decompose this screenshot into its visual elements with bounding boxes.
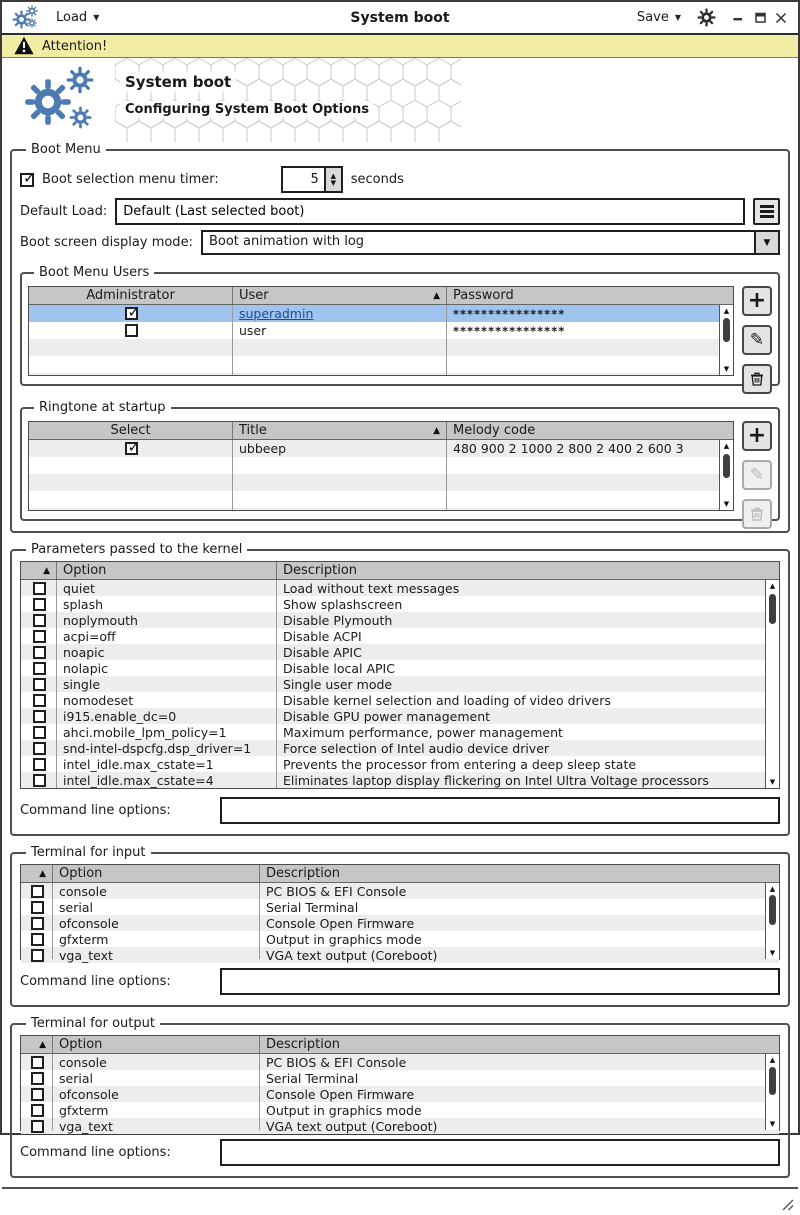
boot-timer-label: Boot selection menu timer: [42,172,219,187]
scroll-up-icon[interactable]: ▲ [769,1056,776,1064]
terminal-input-scrollbar[interactable] [765,883,779,959]
terminal-input-cmdline-label: Command line options: [20,974,171,989]
scrollbar-thumb[interactable] [723,318,730,342]
param-description: Disable kernel selection and loading of video drivers [283,692,611,708]
kernel-table-scrollbar[interactable] [765,580,779,788]
empty-rows [29,339,733,375]
user-name-link[interactable]: superadmin [239,306,314,321]
column-header-melody[interactable]: Melody code [453,423,536,438]
terminal-option: console [59,883,107,899]
terminal-checkbox[interactable] [31,1104,44,1117]
sort-asc-icon: ▲ [39,868,46,879]
save-menu[interactable] [637,10,681,25]
delete-ringtone-button-disabled [742,499,772,529]
terminal-checkbox[interactable] [31,1072,44,1085]
page-title: System boot [120,72,236,92]
param-checkbox[interactable] [33,774,46,787]
sort-asc-icon: ▲ [433,290,440,301]
terminal-option-row[interactable] [21,1086,779,1102]
terminal-option: console [59,1054,107,1070]
scroll-up-icon[interactable]: ▲ [769,885,776,893]
kernel-param-row[interactable] [21,692,779,708]
param-checkbox[interactable] [33,678,46,691]
kernel-cmdline-input[interactable] [220,797,780,824]
scroll-up-icon[interactable]: ▲ [769,582,776,590]
param-checkbox[interactable] [33,646,46,659]
terminal-description: VGA text output (Coreboot) [266,947,438,963]
column-header-sort[interactable] [21,865,53,882]
column-header-sort[interactable] [21,1036,53,1053]
terminal-description: Serial Terminal [266,1070,359,1086]
terminal-checkbox[interactable] [31,1088,44,1101]
administrator-checkbox[interactable] [125,307,138,320]
param-option: nolapic [63,660,108,676]
scrollbar-thumb[interactable] [769,895,776,925]
param-option: ahci.mobile_lpm_policy=1 [63,724,227,740]
terminal-input-cmdline-input[interactable] [220,968,780,995]
status-bar [2,1187,798,1215]
kernel-cmdline-label: Command line options: [20,803,171,818]
terminal-output-scrollbar[interactable] [765,1054,779,1130]
default-load-input[interactable] [115,198,745,225]
column-header-option[interactable]: Option [57,562,277,579]
kernel-params-table [20,561,780,789]
terminal-description: Output in graphics mode [266,931,422,947]
select-checkbox[interactable] [125,442,138,455]
terminal-description: PC BIOS & EFI Console [266,1054,407,1070]
terminal-description: Serial Terminal [266,899,359,915]
column-header-password[interactable]: Password [453,288,514,303]
terminal-option: gfxterm [59,1102,109,1118]
spinner-up-icon[interactable]: ▲ [330,172,336,180]
column-header-option[interactable]: Option [53,865,260,882]
kernel-param-row[interactable] [21,708,779,724]
terminal-checkbox[interactable] [31,933,44,946]
column-header-description[interactable]: Description [266,866,341,881]
terminal-option-row[interactable] [21,931,779,947]
terminal-option: ofconsole [59,1086,119,1102]
terminal-description: VGA text output (Coreboot) [266,1118,438,1134]
kernel-params-legend: Parameters passed to the kernel [31,542,243,557]
terminal-option-row[interactable] [21,947,779,963]
ringtone-table-scrollbar[interactable] [719,440,733,510]
param-checkbox[interactable] [33,630,46,643]
terminal-option-row[interactable] [21,883,779,899]
kernel-params-group [10,542,790,836]
param-description: Eliminates laptop display flickering on Intel Ultra Voltage processors [283,772,709,788]
sort-asc-icon: ▲ [433,425,440,436]
param-description: Show splashscreen [283,596,403,612]
kernel-param-row[interactable] [21,772,779,788]
scroll-down-icon[interactable]: ▼ [769,778,776,786]
scrollbar-thumb[interactable] [723,454,730,478]
kernel-param-row[interactable] [21,660,779,676]
page-header [2,58,798,142]
sort-asc-icon: ▲ [43,565,50,576]
page-subtitle: Configuring System Boot Options [120,101,374,118]
terminal-output-legend: Terminal for output [31,1016,155,1031]
param-checkbox[interactable] [33,710,46,723]
boot-menu-legend: Boot Menu [31,142,101,157]
column-header-title[interactable]: Title ▲ [233,422,447,439]
terminal-output-cmdline-label: Command line options: [20,1145,171,1160]
param-description: Disable local APIC [283,660,395,676]
param-option: noplymouth [63,612,138,628]
scroll-down-icon[interactable]: ▼ [723,500,730,508]
param-checkbox[interactable] [33,662,46,675]
kernel-param-row[interactable] [21,596,779,612]
password-mask: **************** [453,306,566,321]
column-header-option[interactable]: Option [53,1036,260,1053]
terminal-description: Output in graphics mode [266,1102,422,1118]
spinner-down-icon[interactable]: ▼ [330,178,336,187]
empty-rows [29,457,733,510]
param-option: splash [63,596,104,612]
column-header-sort[interactable] [21,562,57,579]
column-header-user[interactable]: User ▲ [233,287,447,304]
terminal-input-group [10,845,790,1007]
kernel-param-row[interactable] [21,676,779,692]
scroll-up-icon[interactable]: ▲ [723,442,730,450]
scrollbar-thumb[interactable] [769,1067,776,1095]
terminal-output-group [10,1016,790,1178]
param-description: Disable ACPI [283,628,362,644]
user-name-link[interactable]: user [239,323,267,338]
ringtone-title: ubbeep [239,441,287,456]
boot-menu-group [10,142,790,533]
param-option: intel_idle.max_cstate=4 [63,772,214,788]
user-table-row[interactable] [29,322,733,339]
combo-dropdown-button[interactable] [754,232,778,253]
param-option: i915.enable_dc=0 [63,708,177,724]
app-gears-icon [12,5,42,31]
param-option: acpi=off [63,628,116,644]
terminal-option-row[interactable] [21,1118,779,1134]
param-description: Prevents the processor from entering a deep sleep state [283,756,637,772]
terminal-checkbox[interactable] [31,1056,44,1069]
terminal-description: PC BIOS & EFI Console [266,883,407,899]
edit-ringtone-button-disabled: ✎ [742,460,772,490]
param-description: Maximum performance, power management [283,724,563,740]
terminal-input-legend: Terminal for input [31,845,146,860]
terminal-description: Console Open Firmware [266,915,415,931]
scroll-down-icon[interactable]: ▼ [769,1120,776,1128]
terminal-option: gfxterm [59,931,109,947]
password-mask: **************** [453,323,566,338]
terminal-checkbox[interactable] [31,917,44,930]
kernel-param-row[interactable] [21,756,779,772]
edit-user-button[interactable]: ✎ [742,325,772,355]
ringtone-legend: Ringtone at startup [39,400,166,415]
scrollbar-thumb[interactable] [769,594,776,624]
param-description: Disable GPU power management [283,708,491,724]
param-option: nomodeset [63,692,134,708]
param-checkbox[interactable] [33,694,46,707]
ringtone-table [28,421,734,511]
title-bar [2,2,798,35]
kernel-param-row[interactable] [21,580,779,596]
window-title: System boot [350,9,450,26]
column-header-select[interactable]: Select [29,422,233,439]
terminal-input-table [20,864,780,963]
app-logo-gears [24,64,106,136]
administrator-checkbox[interactable] [125,324,138,337]
hamburger-menu-button[interactable] [753,198,780,225]
user-table-row[interactable] [29,305,733,322]
scroll-down-icon[interactable]: ▼ [769,949,776,957]
display-mode-label: Boot screen display mode: [20,235,193,250]
param-checkbox[interactable] [33,742,46,755]
param-checkbox[interactable] [33,582,46,595]
boot-menu-users-group [20,265,780,386]
add-ringtone-button[interactable]: + [742,421,772,451]
terminal-checkbox[interactable] [31,949,44,962]
terminal-option-row[interactable] [21,1054,779,1070]
param-option: intel_idle.max_cstate=1 [63,756,214,772]
column-header-description[interactable]: Description [266,1037,341,1052]
param-description: Force selection of Intel audio device driver [283,740,550,756]
attention-label: Attention! [42,38,108,54]
param-option: snd-intel-dspcfg.dsp_driver=1 [63,740,252,756]
scroll-down-icon[interactable]: ▼ [723,365,730,373]
display-mode-value: Boot animation with log [208,234,365,249]
maximize-button[interactable] [753,11,767,25]
delete-user-button[interactable] [742,364,772,394]
column-header-administrator[interactable]: Administrator [29,287,233,304]
close-button[interactable] [774,11,788,25]
terminal-option: serial [59,899,93,915]
melody-code: 480 900 2 1000 2 800 2 400 2 600 3 [453,441,684,456]
kernel-param-row[interactable] [21,612,779,628]
attention-banner [2,35,798,58]
add-user-button[interactable]: + [742,286,772,316]
save-menu-label: Save [636,10,669,25]
terminal-option-row[interactable] [21,899,779,915]
default-load-label: Default Load: [20,204,108,219]
chevron-down-icon: ▼ [93,13,100,22]
chevron-down-icon: ▼ [674,13,681,22]
kernel-param-row[interactable] [21,644,779,660]
display-mode-select[interactable] [201,230,780,255]
terminal-option: vga_text [59,947,113,963]
terminal-checkbox[interactable] [31,885,44,898]
terminal-option-row[interactable] [21,1102,779,1118]
param-description: Disable APIC [283,644,362,660]
terminal-option: ofconsole [59,915,119,931]
param-description: Single user mode [283,676,393,692]
boot-menu-users-legend: Boot Menu Users [39,265,150,280]
param-description: Load without text messages [283,580,460,596]
ringtone-table-row[interactable] [29,440,733,457]
terminal-option: vga_text [59,1118,113,1134]
warning-triangle-icon [14,36,34,59]
chevron-down-icon: ▼ [763,237,771,248]
param-checkbox[interactable] [33,614,46,627]
param-option: noapic [63,644,105,660]
kernel-param-row[interactable] [21,740,779,756]
terminal-option-row[interactable] [21,915,779,931]
kernel-param-row[interactable] [21,628,779,644]
resize-grip[interactable] [780,1197,794,1211]
boot-timer-spinner[interactable] [281,166,343,193]
users-table-scrollbar[interactable] [719,305,733,375]
boot-timer-checkbox[interactable] [20,173,34,187]
param-option: quiet [63,580,95,596]
param-checkbox[interactable] [33,726,46,739]
users-table [28,286,734,376]
column-header-description[interactable]: Description [283,563,358,578]
settings-gear-icon[interactable] [697,8,716,27]
param-checkbox[interactable] [33,758,46,771]
terminal-description: Console Open Firmware [266,1086,415,1102]
terminal-output-table [20,1035,780,1134]
boot-timer-value: 5 [310,172,319,187]
kernel-param-row[interactable] [21,724,779,740]
sort-asc-icon: ▲ [39,1039,46,1050]
load-menu-label: Load [56,10,88,25]
ringtone-group [20,400,780,521]
boot-timer-unit: seconds [350,172,404,187]
terminal-output-cmdline-input[interactable] [220,1139,780,1166]
terminal-option: serial [59,1070,93,1086]
scroll-up-icon[interactable]: ▲ [723,307,730,315]
minimize-button[interactable] [732,11,746,25]
param-checkbox[interactable] [33,598,46,611]
param-option: single [63,676,101,692]
param-description: Disable Plymouth [283,612,393,628]
load-menu[interactable] [56,10,99,25]
terminal-checkbox[interactable] [31,1120,44,1133]
terminal-checkbox[interactable] [31,901,44,914]
terminal-option-row[interactable] [21,1070,779,1086]
